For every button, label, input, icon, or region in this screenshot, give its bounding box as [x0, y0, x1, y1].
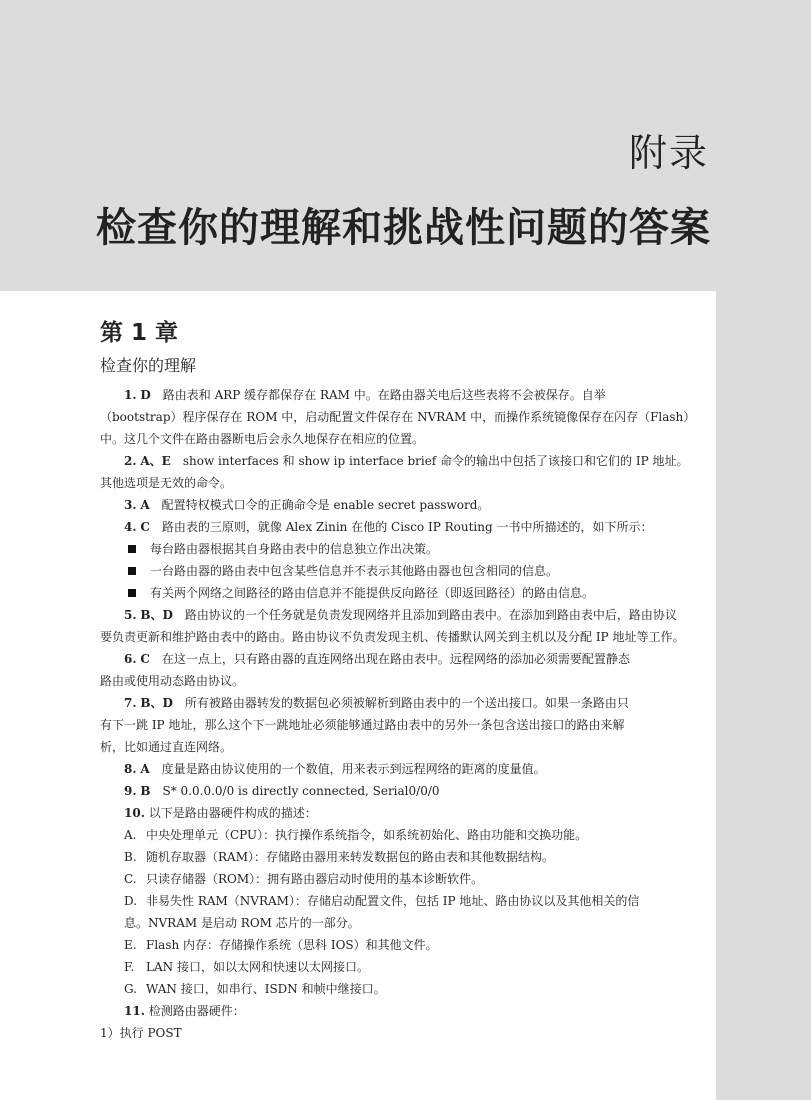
answer-text: 配置特权模式口令的正确命令是 enable secret password。	[161, 498, 490, 512]
answer-text: 所有被路由器转发的数据包必须被解析到路由表中的一个送出接口。如果一条路由只	[184, 696, 629, 710]
question-number: 2.	[124, 454, 137, 468]
answer-text: 路由协议的一个任务就是负责发现网络并且添加到路由表中。在添加到路由表中后，路由协议	[184, 608, 677, 622]
answer-text: 要负责更新和维护路由表中的路由。路由协议不负责发现主机、传播默认网关到主机以及分配 IP 地址等工作。	[100, 630, 685, 644]
page-title: 检查你的理解和挑战性问题的答案	[96, 205, 711, 251]
section-heading: 检查你的理解	[100, 356, 197, 375]
answer-letter: B、D	[140, 696, 173, 710]
answer-text: 其他选项是无效的命令。	[100, 476, 233, 490]
question-number: 8.	[124, 762, 137, 776]
hardware-item: D. 非易失性 RAM（NVRAM）：存储启动配置文件，包括 IP 地址、路由协议以及其他相关的信	[124, 894, 640, 908]
question-number: 7.	[124, 696, 137, 710]
appendix-label: 附录	[628, 131, 709, 175]
answer-text: （bootstrap）程序保存在 ROM 中，启动配置文件保存在 NVRAM 中，而操作系统镜像保存在闪存（Flash）	[100, 410, 696, 424]
answer-letter: B、D	[140, 608, 173, 622]
hardware-item-continued: 息。NVRAM 是启动 ROM 芯片的一部分。	[124, 916, 360, 930]
answer-letter: A	[140, 498, 150, 512]
answer-text: 路由表和 ARP 缓存都保存在 RAM 中。在路由器关电后这些表将不会被保存。自举	[162, 388, 606, 402]
answer-3	[100, 494, 713, 516]
side-strip	[716, 0, 811, 1100]
answer-text: 检测路由器硬件：	[148, 1004, 245, 1018]
answer-letter: A	[140, 762, 150, 776]
bullet-item: 每台路由器根据其自身路由表中的信息独立作出决策。	[100, 538, 713, 560]
answer-11	[100, 1000, 713, 1044]
bullet-item: 有关两个网络之间路径的路由信息并不能提供反向路径（即返回路径）的路由信息。	[100, 582, 713, 604]
answer-text: 路由表的三原则，就像 Alex Zinin 在他的 Cisco IP Routing 一书中所描述的，如下所示：	[161, 520, 653, 534]
answer-letter: C	[140, 652, 150, 666]
square-bullet-icon	[128, 589, 136, 597]
hardware-item: B. 随机存取器（RAM）：存储路由器用来转发数据包的路由表和其他数据结构。	[124, 850, 554, 864]
hardware-item: E. Flash 内存：存储操作系统（思科 IOS）和其他文件。	[124, 938, 438, 952]
question-number: 1.	[124, 388, 137, 402]
question-number: 4.	[124, 520, 137, 534]
answer-10	[100, 802, 713, 1000]
answer-letter: A、E	[140, 454, 171, 468]
hardware-item: F. LAN 接口，如以太网和快速以太网接口。	[124, 960, 369, 974]
answer-2	[100, 450, 713, 494]
answer-text: 度量是路由协议使用的一个数值，用来表示到远程网络的距离的度量值。	[161, 762, 546, 776]
answer-8	[100, 758, 713, 780]
answer-letter: D	[140, 388, 151, 402]
answer-letter: B	[140, 784, 151, 798]
answer-letter: C	[140, 520, 150, 534]
answer-text: 以下是路由器硬件构成的描述：	[148, 806, 317, 820]
answer-text: 在这一点上，只有路由器的直连网络出现在路由表中。远程网络的添加必须需要配置静态	[161, 652, 630, 666]
answer-4	[100, 516, 713, 604]
step-text: 1）执行 POST	[100, 1026, 182, 1040]
question-number: 9.	[124, 784, 137, 798]
answer-9	[100, 780, 713, 802]
hardware-item: C. 只读存储器（ROM）：拥有路由器启动时使用的基本诊断软件。	[124, 872, 484, 886]
bullet-item: 一台路由器的路由表中包含某些信息并不表示其他路由器也包含相同的信息。	[100, 560, 713, 582]
answer-5	[100, 604, 713, 648]
hardware-item: G. WAN 接口，如串行、ISDN 和帧中继接口。	[124, 982, 386, 996]
question-number: 11.	[124, 1004, 145, 1018]
question-number: 6.	[124, 652, 137, 666]
question-number: 10.	[124, 806, 145, 820]
question-number: 3.	[124, 498, 137, 512]
answer-text: S* 0.0.0.0/0 is directly connected, Serial0/0/0	[162, 784, 440, 798]
answer-text: 中。这几个文件在路由器断电后会永久地保存在相应的位置。	[100, 432, 425, 446]
chapter-heading: 第 1 章	[100, 320, 179, 346]
answer-text: 有下一跳 IP 地址，那么这个下一跳地址必须能够通过路由表中的另外一条包含送出接口的路由来解	[100, 718, 625, 732]
answer-text: show interfaces 和 show ip interface brief 命令的输出中包括了该接口和它们的 IP 地址。	[182, 454, 689, 468]
square-bullet-icon	[128, 567, 136, 575]
answer-1	[100, 384, 713, 450]
answer-text: 析，比如通过直连网络。	[100, 740, 233, 754]
answer-text: 路由或使用动态路由协议。	[100, 674, 245, 688]
answer-6	[100, 648, 713, 692]
hardware-item: A. 中央处理单元（CPU）：执行操作系统指令，如系统初始化、路由功能和交换功能。	[124, 828, 588, 842]
content	[100, 318, 713, 1044]
question-number: 5.	[124, 608, 137, 622]
answer-7	[100, 692, 713, 758]
square-bullet-icon	[128, 545, 136, 553]
